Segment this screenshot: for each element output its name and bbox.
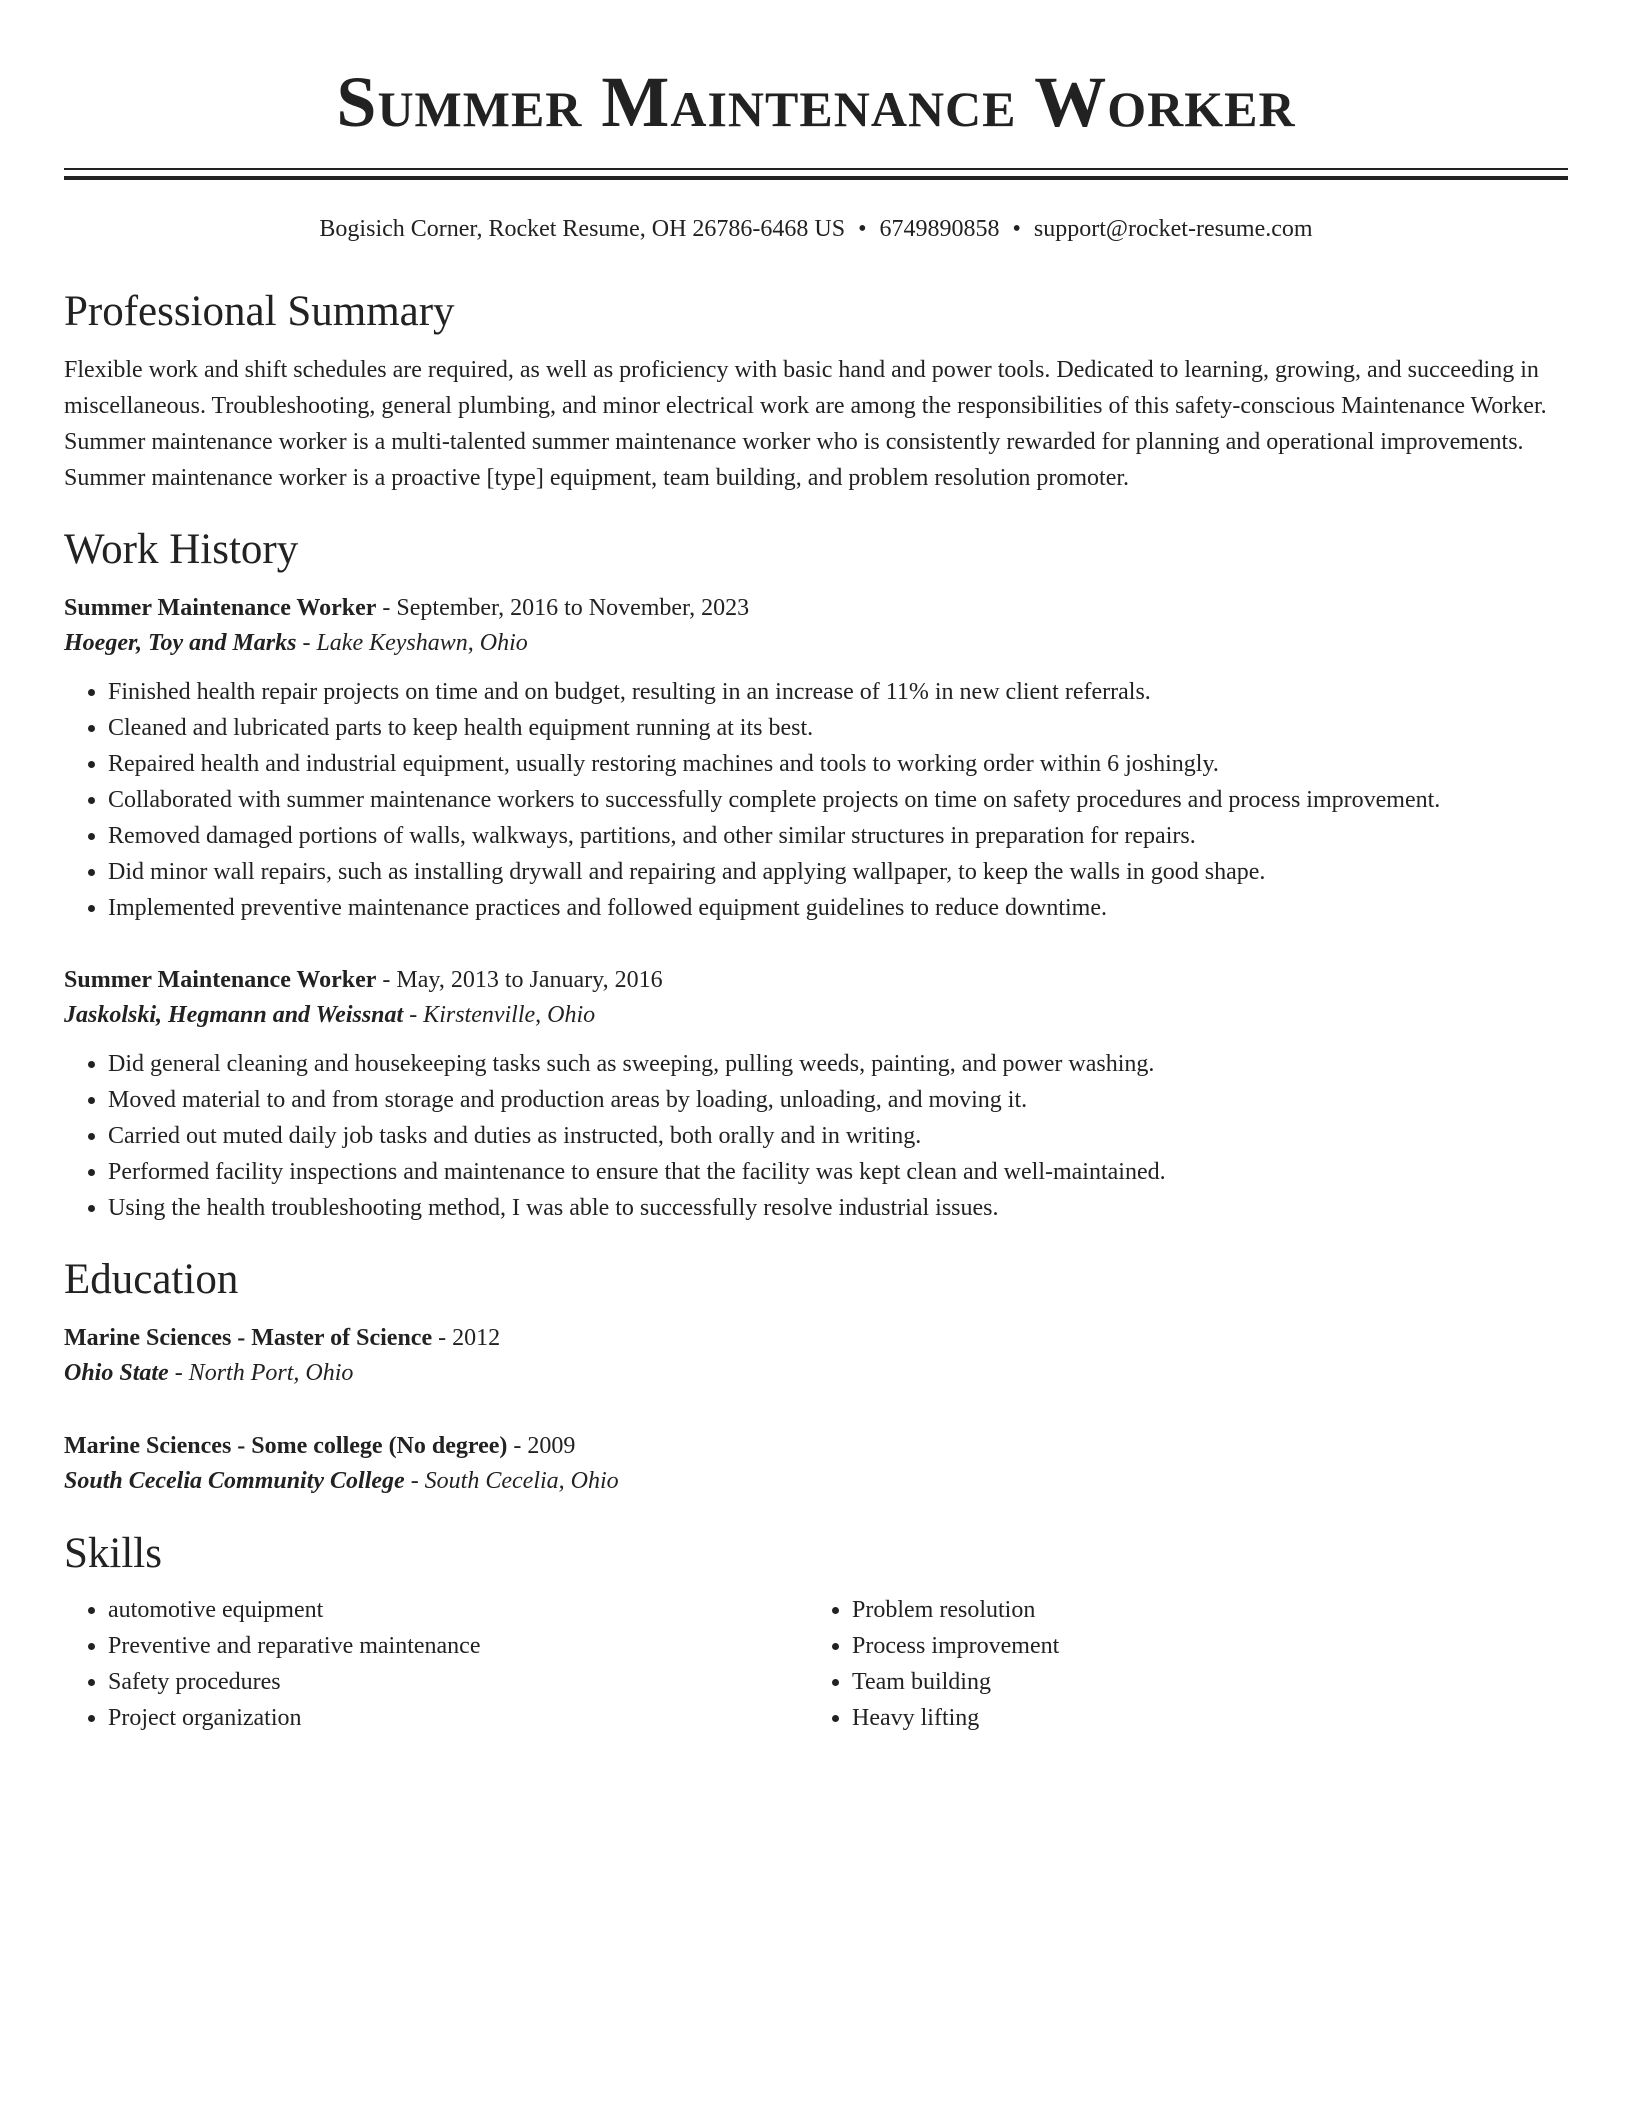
job-bullet: • Performed facility inspections and maintenance to ensure that the facility was kept clean and well-maintained. <box>108 1154 1568 1190</box>
skill-item: • Safety procedures <box>108 1664 808 1700</box>
job-dates: - May, 2013 to January, 2016 <box>376 967 663 993</box>
job-bullet: • Carried out muted daily job tasks and duties as instructed, both orally and in writing. <box>108 1118 1568 1154</box>
job-location: - Lake Keyshawn, Ohio <box>296 630 528 656</box>
skills-list-right <box>808 1592 1552 1736</box>
job-title-line <box>64 964 1568 996</box>
job-company: Hoeger, Toy and Marks <box>64 630 297 656</box>
education-school: South Cecelia Community College <box>64 1468 405 1494</box>
contact-separator: • <box>1012 216 1021 242</box>
job-bullet: • Repaired health and industrial equipment, usually restoring machines and tools to working order within 6 joshingly. <box>108 746 1568 782</box>
job-dates: - September, 2016 to November, 2023 <box>376 595 750 621</box>
education-degree: Marine Sciences - Master of Science <box>64 1325 433 1351</box>
skill-item: • Project organization <box>108 1700 808 1736</box>
job-bullet: • Implemented preventive maintenance practices and followed equipment guidelines to reduce downtime. <box>108 890 1568 926</box>
job-bullets <box>64 1046 1568 1226</box>
skills-columns <box>64 1592 1568 1736</box>
job-bullet: • Removed damaged portions of walls, walkways, partitions, and other similar structures in preparation for repairs. <box>108 818 1568 854</box>
education-heading: Education <box>64 1256 239 1303</box>
job-bullet: • Finished health repair projects on time and on budget, resulting in an increase of 11% in new client referrals. <box>108 674 1568 710</box>
job-bullet: • Moved material to and from storage and production areas by loading, unloading, and moving it. <box>108 1082 1568 1118</box>
contact-email: support@rocket-resume.com <box>1033 216 1313 242</box>
summary-heading: Professional Summary <box>64 288 455 335</box>
education-entry <box>64 1322 1568 1392</box>
contact-line <box>64 214 1568 244</box>
education-degree: Marine Sciences - Some college (No degree) <box>64 1433 508 1459</box>
skill-item: • Team building <box>852 1664 1552 1700</box>
contact-phone: 6749890858 <box>879 216 1000 242</box>
skill-item: • Heavy lifting <box>852 1700 1552 1736</box>
header-divider-thin <box>64 168 1568 170</box>
resume-page <box>64 0 1568 1736</box>
job-location: - Kirstenville, Ohio <box>403 1002 596 1028</box>
contact-separator: • <box>858 216 867 242</box>
education-year: - 2009 <box>507 1433 576 1459</box>
job-bullet: • Did minor wall repairs, such as installing drywall and repairing and applying wallpaper, to keep the walls in good shape. <box>108 854 1568 890</box>
skill-item: • Preventive and reparative maintenance <box>108 1628 808 1664</box>
skills-list-left <box>64 1592 808 1736</box>
education-degree-line <box>64 1430 1568 1462</box>
skill-item: • automotive equipment <box>108 1592 808 1628</box>
job-entry <box>64 964 1568 1226</box>
skill-item: • Process improvement <box>852 1628 1552 1664</box>
job-bullet: • Did general cleaning and housekeeping tasks such as sweeping, pulling weeds, painting, and power washing. <box>108 1046 1568 1082</box>
job-bullet: • Using the health troubleshooting method, I was able to successfully resolve industrial issues. <box>108 1190 1568 1226</box>
education-entry <box>64 1430 1568 1500</box>
skill-item: • Problem resolution <box>852 1592 1552 1628</box>
job-role: Summer Maintenance Worker <box>64 967 377 993</box>
job-bullet: • Collaborated with summer maintenance workers to successfully complete projects on time on safety procedures and process improvement. <box>108 782 1568 818</box>
job-employer-line <box>64 624 1568 662</box>
education-location: - South Cecelia, Ohio <box>404 1468 619 1494</box>
education-location: - North Port, Ohio <box>168 1360 354 1386</box>
job-company: Jaskolski, Hegmann and Weissnat <box>64 1002 404 1028</box>
education-degree-line <box>64 1322 1568 1354</box>
job-entry <box>64 592 1568 926</box>
education-year: - 2012 <box>432 1325 501 1351</box>
job-bullet: • Cleaned and lubricated parts to keep health equipment running at its best. <box>108 710 1568 746</box>
contact-address: Bogisich Corner, Rocket Resume, OH 26786-6468 US <box>319 216 846 242</box>
job-employer-line <box>64 996 1568 1034</box>
skills-heading: Skills <box>64 1530 162 1577</box>
work-history-heading: Work History <box>64 526 299 573</box>
education-school: Ohio State <box>64 1360 169 1386</box>
job-title-line <box>64 592 1568 624</box>
job-bullets <box>64 674 1568 926</box>
education-school-line <box>64 1354 1568 1392</box>
job-role: Summer Maintenance Worker <box>64 595 377 621</box>
summary-text: Flexible work and shift schedules are required, as well as proficiency with basic hand and power tools. Dedicated to learning, growing, and succeeding in miscellaneous. Troubleshooting, general plumbing, and minor electrical work are among the responsibilities of this safety-conscious Maintenance Worker. Summer maintenance worker is a multi-talented summer maintenance worker who is consistently rewarded for planning and operational improvements. Summer maintenance worker is a proactive [type] equipment, team building, and problem resolution promoter. <box>64 357 1547 491</box>
education-school-line <box>64 1462 1568 1500</box>
resume-name: Summer Maintenance Worker <box>336 62 1296 142</box>
header-divider-thick <box>64 176 1568 180</box>
